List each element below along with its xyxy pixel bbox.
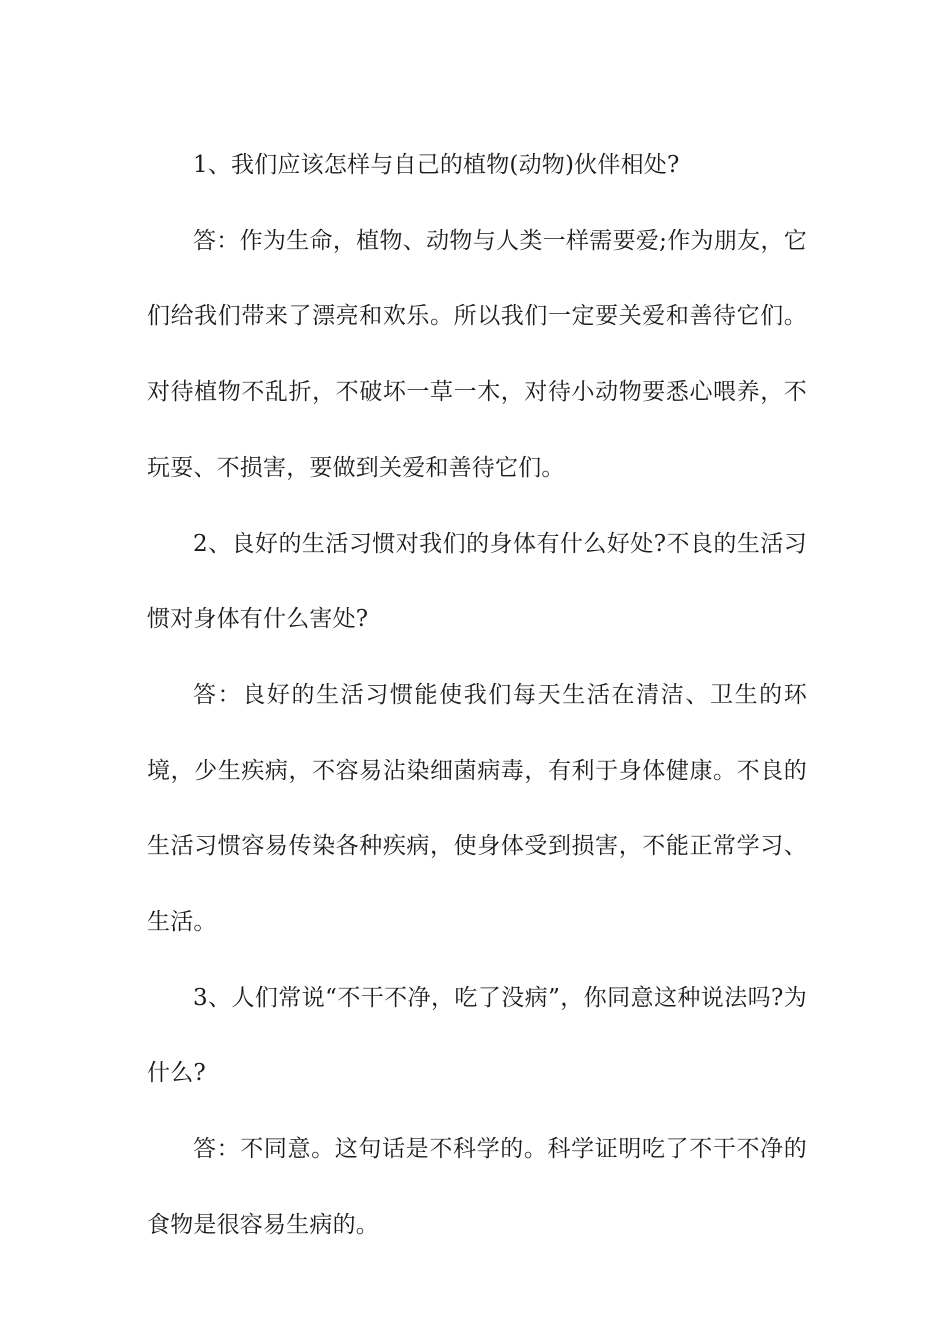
question-3: 3、人们常说“不干不净，吃了没病”，你同意这种说法吗?为什么?: [147, 984, 807, 1087]
question-1: 1、我们应该怎样与自己的植物(动物)伙伴相处?: [193, 152, 680, 178]
answer-2: 答：良好的生活习惯能使我们每天生活在清洁、卫生的环境，少生疾病，不容易沾染细菌病毒，有利于身体健康。不良的生活习惯容易传染各种疾病，使身体受到损害，不能正常学习、生活。: [147, 681, 807, 936]
answer-1: 答：作为生命，植物、动物与人类一样需要爱;作为朋友，它们给我们带来了漂亮和欢乐。所以我们一定要关爱和善待它们。对待植物不乱折，不破坏一草一木，对待小动物要悉心喂养，不玩耍、不损害，要做到关爱和善待它们。: [147, 227, 807, 481]
answer-3: 答：不同意。这句话是不科学的。科学证明吃了不干不净的食物是很容易生病的。: [147, 1136, 807, 1238]
question-2: 2、良好的生活习惯对我们的身体有什么好处?不良的生活习惯对身体有什么害处?: [147, 530, 807, 633]
document-body: [147, 128, 807, 1264]
